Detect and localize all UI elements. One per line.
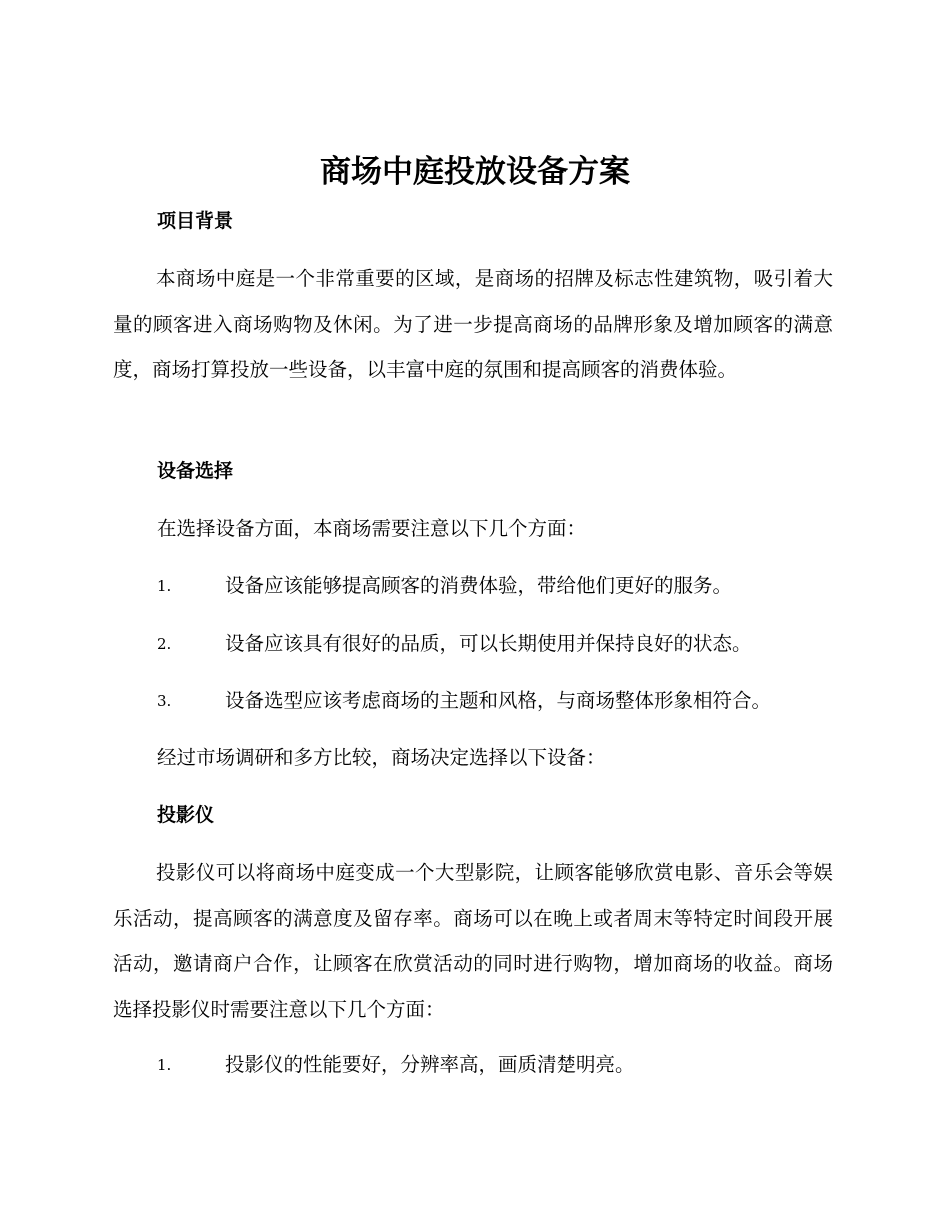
list-number: 3. [157, 692, 172, 710]
list-text: 设备应该能够提高顾客的消费体验，带给他们更好的服务。 [225, 574, 733, 597]
list-text: 设备选型应该考虑商场的主题和风格，与商场整体形象相符合。 [225, 689, 772, 712]
selection-conclusion: 经过市场调研和多方比较，商场决定选择以下设备： [157, 746, 606, 769]
list-number: 1. [157, 577, 172, 595]
list-text: 设备应该具有很好的品质，可以长期使用并保持良好的状态。 [225, 632, 752, 655]
heading-projector: 投影仪 [157, 804, 215, 826]
list-number: 1. [157, 1056, 172, 1074]
list-number: 2. [157, 635, 172, 653]
paragraph-background: 本商场中庭是一个非常重要的区域，是商场的招牌及标志性建筑物，吸引着大量的顾客进入商场购物及休闲。为了进一步提高商场的品牌形象及增加顾客的满意度，商场打算投放一些设备，以丰富中庭的氛围和提高顾客的消费体验。 [113, 267, 833, 382]
list-text: 投影仪的性能要好，分辨率高，画质清楚明亮。 [225, 1053, 635, 1076]
heading-selection: 设备选择 [157, 460, 234, 482]
selection-intro: 在选择设备方面，本商场需要注意以下几个方面： [157, 517, 587, 540]
document-title: 商场中庭投放设备方案 [320, 154, 630, 190]
heading-background: 项目背景 [157, 210, 234, 232]
paragraph-projector: 投影仪可以将商场中庭变成一个大型影院，让顾客能够欣赏电影、音乐会等娱乐活动，提高顾客的满意度及留存率。商场可以在晚上或者周末等特定时间段开展活动，邀请商户合作，让顾客在欣赏活动的同时进行购物，增加商场的收益。商场选择投影仪时需要注意以下几个方面： [113, 861, 833, 1021]
